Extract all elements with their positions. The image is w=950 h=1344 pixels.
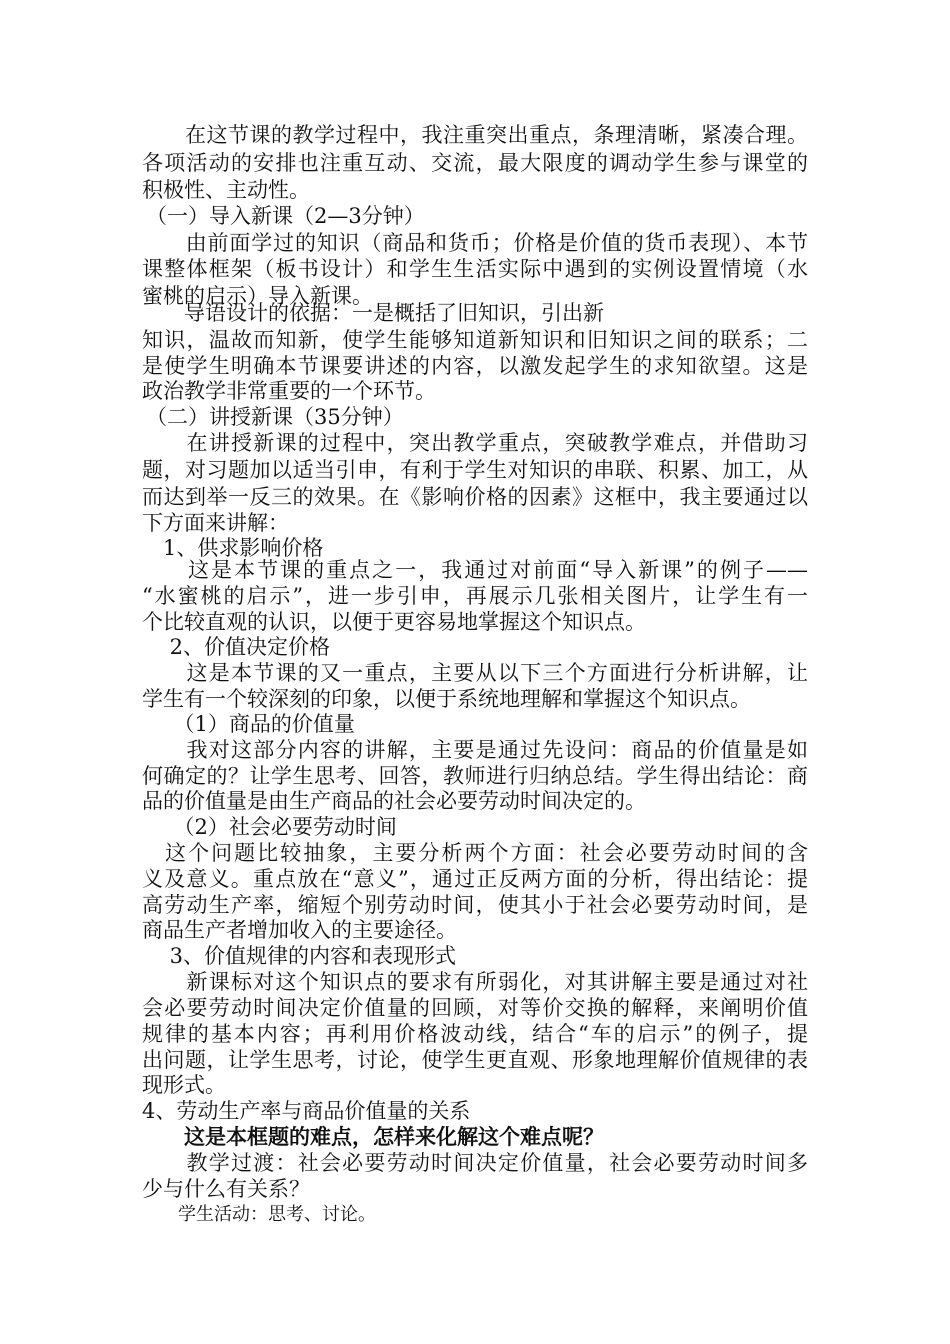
text-line: 新课标对这个知识点的要求有所弱化，对其讲解主要是通过对社 bbox=[142, 970, 808, 994]
text-line: 在讲授新课的过程中，突出教学重点，突破教学难点，并借助习 bbox=[142, 431, 808, 455]
text-line: 学生活动：思考、讨论。 bbox=[142, 1204, 376, 1225]
text-line: “水蜜桃的启示”，进一步引申，再展示几张相关图片，让学生有一 bbox=[142, 584, 808, 608]
text-line: 政治教学非常重要的一个环节。 bbox=[142, 379, 436, 403]
text-line: 商品生产者增加收入的主要途径。 bbox=[142, 918, 457, 942]
text-line: 各项活动的安排也注重互动、交流，最大限度的调动学生参与课堂的 bbox=[142, 151, 808, 175]
text-line: 这个问题比较抽象，主要分析两个方面：社会必要劳动时间的含 bbox=[142, 841, 808, 865]
text-line: 品的价值量是由生产商品的社会必要劳动时间决定的。 bbox=[142, 789, 646, 813]
text-line: 我对这部分内容的讲解，主要是通过先设问：商品的价值量是如 bbox=[142, 738, 808, 762]
subsection-heading: 3、价值规律的内容和表现形式 bbox=[142, 944, 457, 968]
text-line: 而达到举一反三的效果。在《影响价格的因素》这框中，我主要通过以 bbox=[142, 485, 808, 509]
text-line: 课整体框架（板书设计）和学生生活实际中遇到的实例设置情境（水 bbox=[142, 257, 808, 281]
emphasis-line: 这是本框题的难点，怎样来化解这个难点呢？ bbox=[142, 1124, 604, 1149]
text-line: 在这节课的教学过程中，我注重突出重点，条理清晰，紧凑合理。 bbox=[142, 123, 808, 147]
text-line: 何确定的？让学生思考、回答，教师进行归纳总结。学生得出结论：商 bbox=[142, 764, 808, 788]
text-line: 义及意义。重点放在“意义”，通过正反两方面的分析，得出结论：提 bbox=[142, 867, 808, 891]
text-line: 教学过渡：社会必要劳动时间决定价值量，社会必要劳动时间多 bbox=[142, 1151, 808, 1175]
text-line: 现形式。 bbox=[142, 1073, 226, 1097]
text-line: 会必要劳动时间决定价值量的回顾，对等价交换的解释，来阐明价值 bbox=[142, 996, 808, 1020]
text-line: 是使学生明确本节课要讲述的内容，以激发起学生的求知欲望。这是 bbox=[142, 354, 808, 378]
subsection-heading: 4、劳动生产率与商品价值量的关系 bbox=[142, 1099, 471, 1123]
text-line: 由前面学过的知识（商品和货币；价格是价值的货币表现）、本节 bbox=[142, 231, 808, 255]
text-line: 规律的基本内容；再利用价格波动线，结合“车的启示”的例子，提 bbox=[142, 1022, 808, 1046]
text-line: 高劳动生产率，缩短个别劳动时间，使其小于社会必要劳动时间，是 bbox=[142, 893, 808, 917]
subsection-heading: 2、价值决定价格 bbox=[142, 635, 331, 659]
text-line: 个比较直观的认识，以便于更容易地掌握这个知识点。 bbox=[142, 610, 646, 634]
text-line: 蜜桃的启示）导入新课。 bbox=[142, 284, 373, 308]
text-line: 积极性、主动性。 bbox=[142, 178, 310, 202]
text-line: 少与什么有关系？ bbox=[142, 1177, 310, 1201]
text-line: 学生有一个较深刻的印象，以便于系统地理解和掌握这个知识点。 bbox=[142, 687, 751, 711]
text-line: 这是本节课的又一重点，主要从以下三个方面进行分析讲解，让 bbox=[142, 661, 808, 685]
text-line: 下方面来讲解： bbox=[142, 511, 289, 535]
text-line: 这是本节课的重点之一，我通过对前面“导入新课”的例子—— bbox=[142, 558, 808, 582]
section-heading: （二）讲授新课（35分钟） bbox=[146, 405, 404, 429]
subsection-heading: （2）社会必要劳动时间 bbox=[142, 815, 397, 839]
text-line: 题，对习题加以适当引申，有利于学生对知识的串联、积累、加工，从 bbox=[142, 458, 808, 482]
section-heading: （一）导入新课（2—3分钟） bbox=[146, 204, 425, 228]
subsection-heading: 1、供求影响价格 bbox=[142, 536, 324, 560]
text-line: 出问题，让学生思考，讨论，使学生更直观、形象地理解价值规律的表 bbox=[142, 1048, 808, 1072]
subsection-heading: （1）商品的价值量 bbox=[142, 712, 355, 736]
text-line: 导语设计的依据：一是概括了旧知识，引出新 bbox=[142, 301, 604, 325]
text-line: 知识，温故而知新，使学生能够知道新知识和旧知识之间的联系；二 bbox=[142, 328, 808, 352]
